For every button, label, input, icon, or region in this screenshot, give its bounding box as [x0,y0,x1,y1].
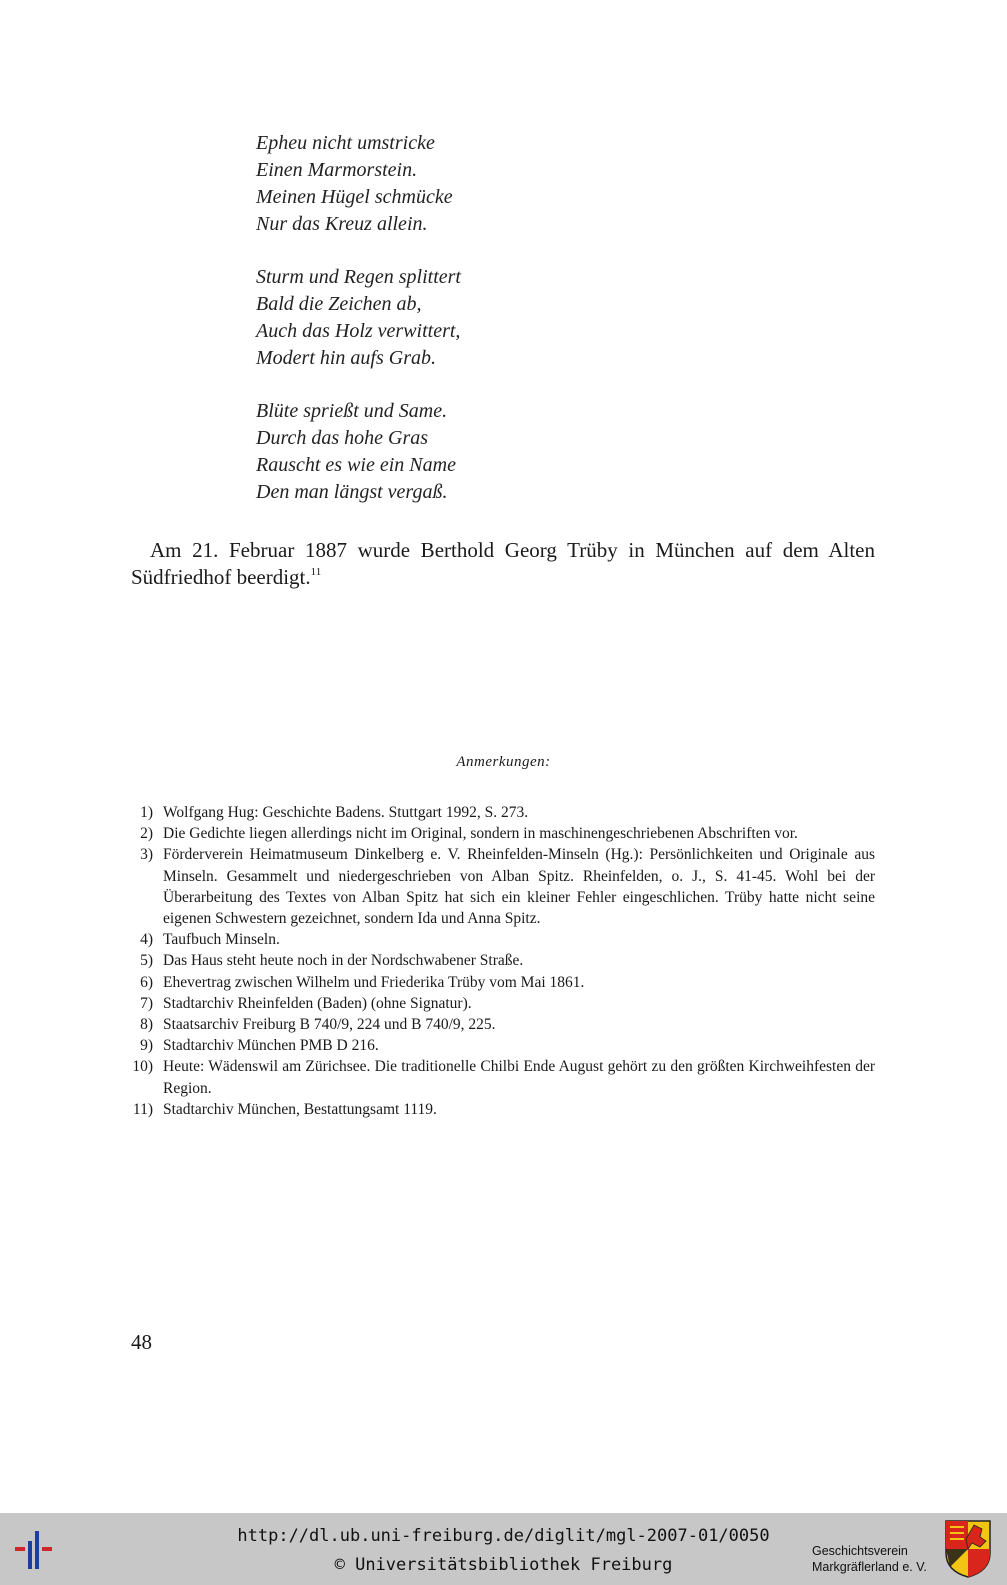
note-item [131,823,875,844]
poem-line: Auch das Holz verwittert, [256,320,461,342]
note-item [131,993,875,1014]
footer-bar [0,1513,1007,1585]
note-item [131,1014,875,1035]
closing-text: Am 21. Februar 1887 wurde Berthold Georg Trüby in München auf dem Alten Südfriedhof beerdigt. [131,538,875,589]
poem-line: Nur das Kreuz allein. [256,213,428,235]
note-text: Taufbuch Minseln. [163,931,280,949]
poem-line: Sturm und Regen splittert [256,266,461,288]
poem-line: Meinen Hügel schmücke [256,186,453,208]
permalink-url[interactable]: http://dl.ub.uni-freiburg.de/diglit/mgl-2007-01/0050 [237,1526,770,1546]
note-item [131,1056,875,1098]
note-item [131,972,875,993]
footnote-reference[interactable]: 11 [310,566,322,578]
poem-line: Durch das hohe Gras [256,427,429,449]
note-number: 10) [132,1058,153,1076]
note-text: Wolfgang Hug: Geschichte Badens. Stuttgart 1992, S. 273. [163,804,529,821]
note-text: Stadtarchiv München, Bestattungsamt 1119. [163,1100,437,1118]
note-item [131,802,875,823]
poem-line: Rauscht es wie ein Name [256,454,456,476]
poem [256,130,461,532]
poem-line: Epheu nicht umstricke [256,132,435,154]
note-text: Stadtarchiv Rheinfelden (Baden) (ohne Signatur). [163,994,472,1012]
society-name-line2: Markgräflerland e. V. [812,1560,927,1574]
note-number: 7) [140,994,153,1012]
society-name [812,1543,927,1575]
coat-of-arms-icon[interactable] [944,1519,992,1579]
note-number: 5) [140,952,153,970]
poem-line: Einen Marmorstein. [256,159,418,181]
note-item [131,1035,875,1056]
copyright-notice: © Universitätsbibliothek Freiburg [334,1555,673,1575]
note-number: 8) [140,1016,153,1034]
note-item [131,1099,875,1120]
poem-stanza [256,264,461,372]
poem-line: Modert hin aufs Grab. [256,347,436,369]
note-number: 1) [140,804,153,821]
note-item [131,929,875,950]
poem-stanza [256,398,461,506]
society-name-line1: Geschichtsverein [812,1544,908,1558]
note-item [131,950,875,971]
note-text: Ehevertrag zwischen Wilhelm und Friederika Trüby vom Mai 1861. [163,973,585,991]
note-text: Stadtarchiv München PMB D 216. [163,1037,379,1055]
note-item [131,844,875,929]
closing-paragraph [131,537,875,591]
page-number: 48 [131,1330,152,1354]
notes-heading: Anmerkungen: [456,754,551,770]
note-text: Die Gedichte liegen allerdings nicht im Original, sondern in maschinengeschriebenen Abschriften vor. [163,825,798,843]
note-text: Staatsarchiv Freiburg B 740/9, 224 und B 740/9, 225. [163,1016,496,1034]
note-text: Heute: Wädenswil am Zürichsee. Die traditionelle Chilbi Ende August gehört zu den größten Kirchweihfesten der Region. [163,1058,875,1097]
poem-line: Bald die Zeichen ab, [256,293,422,315]
note-number: 9) [140,1037,153,1055]
note-number: 3) [140,846,153,864]
note-number: 2) [140,825,153,843]
note-number: 6) [140,973,153,991]
poem-stanza [256,130,461,238]
note-number: 4) [140,931,153,949]
note-number: 11) [132,1100,153,1118]
note-text: Förderverein Heimatmuseum Dinkelberg e. V. Rheinfelden-Minseln (Hg.): Persönlichkeiten und Originale aus Minseln. Gesammelt und niedergeschrieben von Alban Spitz. Rheinfelden, o. J., S. 41-45. Wohl bei der Überarbeitung des Textes von Alban Spitz hat sich ein kleiner Fehler eingeschlichen. Trüby hatte nicht seine eigenen Schwestern gezeichnet, sondern Ida und Anna Spitz. [163,846,875,928]
note-text: Das Haus steht heute noch in der Nordschwabener Straße. [163,952,524,970]
poem-line: Blüte sprießt und Same. [256,400,448,422]
poem-line: Den man längst vergaß. [256,481,448,503]
notes-list [131,802,875,1120]
